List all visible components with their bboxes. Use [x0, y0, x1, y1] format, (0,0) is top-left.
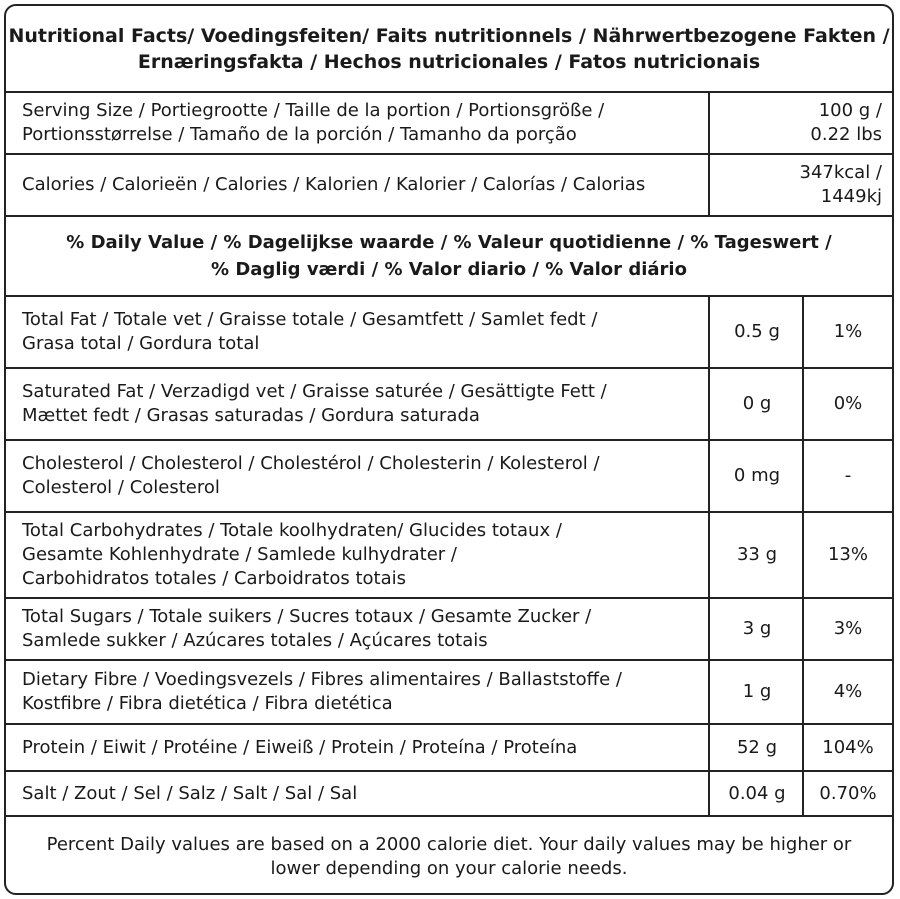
- table-row: [6, 772, 892, 817]
- calories-value-line2: 1449kj: [820, 186, 882, 207]
- calories-row: [6, 155, 892, 217]
- nutrient-name-line: Total Fat / Totale vet / Graisse totale / Gesamtfett / Samlet fedt /: [22, 309, 598, 330]
- nutrient-daily-value: 4%: [802, 661, 892, 723]
- footnote-line1: Percent Daily values are based on a 2000 calorie diet. Your daily values may be higher or: [46, 834, 852, 855]
- table-row: [6, 725, 892, 772]
- table-row: [6, 599, 892, 661]
- page-title-line2: Ernæringsfakta / Hechos nutricionales / Fatos nutricionais: [137, 50, 761, 73]
- nutrient-amount: 3 g: [708, 599, 804, 659]
- nutrient-name: [6, 369, 710, 439]
- table-row: [6, 661, 892, 725]
- calories-value-line1: 347kcal /: [799, 162, 882, 183]
- nutrient-name-line: Dietary Fibre / Voedingsvezels / Fibres alimentaires / Ballaststoffe /: [22, 669, 622, 690]
- nutrient-amount: 0 g: [708, 369, 804, 439]
- serving-size-label-line1: Serving Size / Portiegrootte / Taille de la portion / Portionsgröße /: [22, 100, 605, 121]
- nutrient-daily-value: 0.70%: [802, 772, 892, 815]
- nutrient-name-line: Carbohidratos totales / Carboidratos totais: [22, 568, 406, 589]
- nutrient-name-line: Total Carbohydrates / Totale koolhydraten/ Glucides totaux /: [22, 520, 562, 541]
- nutrient-daily-value: -: [802, 441, 892, 511]
- nutrient-name: [6, 772, 710, 815]
- nutrient-name-line: Protein / Eiwit / Protéine / Eiweiß / Protein / Proteína / Proteína: [22, 736, 578, 758]
- nutrient-amount: 0.5 g: [708, 297, 804, 367]
- table-row: [6, 441, 892, 513]
- nutrition-label: [4, 4, 894, 895]
- nutrient-name-line: Salt / Zout / Sel / Salz / Salt / Sal / Sal: [22, 782, 358, 804]
- table-row: [6, 297, 892, 369]
- nutrient-amount: 0.04 g: [708, 772, 804, 815]
- daily-value-header: [6, 217, 892, 297]
- calories-label: Calories / Calorieën / Calories / Kalorien / Kalorier / Calorías / Calorias: [22, 174, 646, 195]
- serving-size-value-line1: 100 g /: [818, 100, 882, 121]
- nutrient-amount: 33 g: [708, 513, 804, 597]
- nutrient-amount: 0 mg: [708, 441, 804, 511]
- nutrient-amount: 1 g: [708, 661, 804, 723]
- page-title-line1: Nutritional Facts/ Voedingsfeiten/ Faits nutritionnels / Nährwertbezogene Fakten /: [8, 24, 890, 47]
- nutrient-daily-value: 104%: [802, 725, 892, 770]
- nutrient-name-line: Colesterol / Colesterol: [22, 477, 220, 498]
- nutrient-name: [6, 441, 710, 511]
- footnote-row: [6, 817, 892, 895]
- nutrient-name: [6, 297, 710, 367]
- serving-size-label-line2: Portionsstørrelse / Tamaño de la porción / Tamanho da porção: [22, 124, 577, 145]
- nutrient-name-line: Mættet fedt / Grasas saturadas / Gordura saturada: [22, 405, 480, 426]
- nutrient-name-line: Total Sugars / Totale suikers / Sucres totaux / Gesamte Zucker /: [22, 606, 592, 627]
- nutrient-name-line: Cholesterol / Cholesterol / Cholestérol / Cholesterin / Kolesterol /: [22, 453, 600, 474]
- nutrient-daily-value: 0%: [802, 369, 892, 439]
- nutrient-name-line: Kostfibre / Fibra dietética / Fibra dietética: [22, 693, 393, 714]
- table-row: [6, 369, 892, 441]
- daily-value-header-line1: % Daily Value / % Dagelijkse waarde / % Valeur quotidienne / % Tageswert /: [66, 232, 832, 253]
- nutrient-name: [6, 725, 710, 770]
- nutrient-name-line: Samlede sukker / Azúcares totales / Açúcares totais: [22, 630, 488, 651]
- nutrient-daily-value: 13%: [802, 513, 892, 597]
- table-row: [6, 513, 892, 599]
- nutrient-daily-value: 3%: [802, 599, 892, 659]
- nutrient-name-line: Saturated Fat / Verzadigd vet / Graisse saturée / Gesättigte Fett /: [22, 381, 607, 402]
- nutrient-amount: 52 g: [708, 725, 804, 770]
- nutrient-name-line: Grasa total / Gordura total: [22, 333, 260, 354]
- nutrient-name: [6, 513, 710, 597]
- label-header: [6, 6, 892, 93]
- nutrient-name: [6, 599, 710, 659]
- nutrient-name-line: Gesamte Kohlenhydrate / Samlede kulhydrater /: [22, 544, 457, 565]
- serving-size-row: [6, 93, 892, 155]
- daily-value-header-line2: % Daglig værdi / % Valor diario / % Valor diário: [211, 259, 687, 280]
- footnote-line2: lower depending on your calorie needs.: [270, 858, 628, 879]
- nutrient-daily-value: 1%: [802, 297, 892, 367]
- nutrient-name: [6, 661, 710, 723]
- serving-size-value-line2: 0.22 lbs: [810, 124, 882, 145]
